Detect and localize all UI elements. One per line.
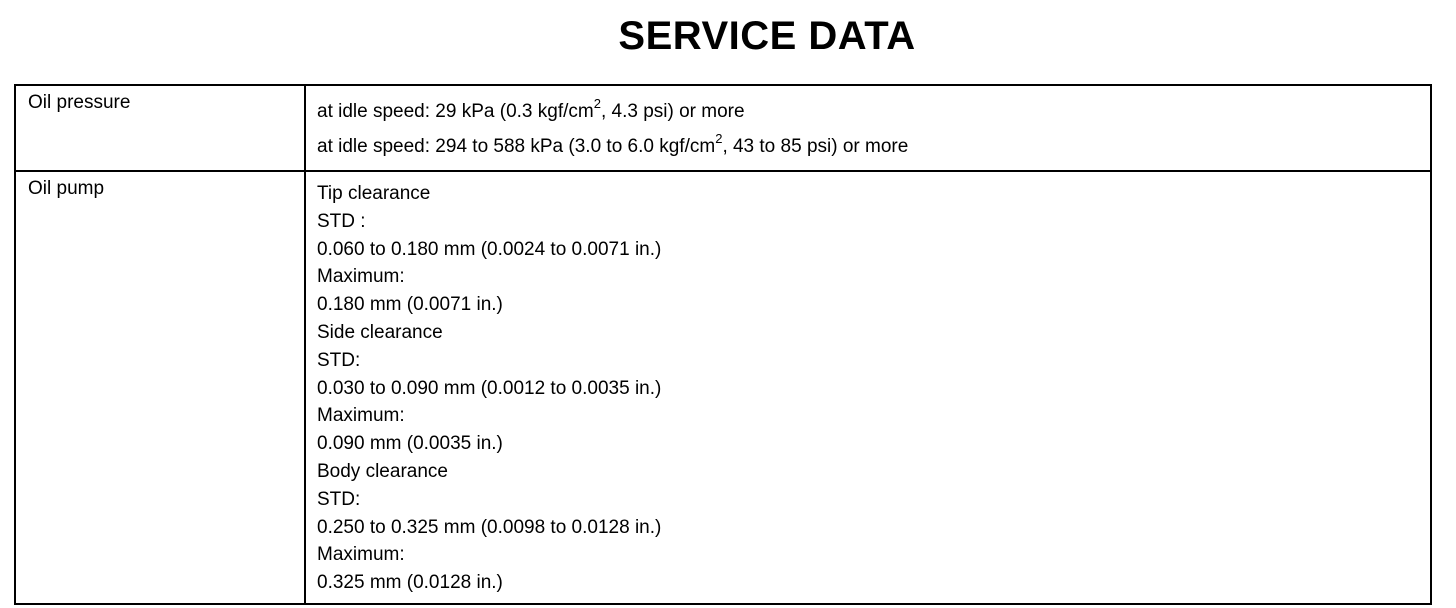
item-cell-oil-pressure: Oil pressure [15,85,305,171]
oil-pump-line: STD : [317,210,366,232]
value-cell-oil-pressure [305,85,1431,171]
oil-pump-line: Maximum: [317,544,405,566]
oil-pump-line: 0.180 mm (0.0071 in.) [317,294,503,316]
page-title: SERVICE DATA [618,14,916,58]
oil-pressure-line-2: at idle speed: 294 to 588 kPa (3.0 to 6.0 kgf/$cm^2$, 43 to 85 psi) or more [317,131,909,157]
value-cell-oil-pump [305,171,1431,604]
oil-pump-line: Side clearance [317,321,443,343]
oil-pump-line: 0.030 to 0.090 mm (0.0012 to 0.0035 in.) [317,377,662,399]
oil-pump-line: 0.060 to 0.180 mm (0.0024 to 0.0071 in.) [317,238,662,260]
item-cell-oil-pump: Oil pump [15,171,305,604]
table-row-oil-pump [15,171,1431,604]
oil-pump-line: STD: [317,488,361,510]
oil-pump-line: Maximum: [317,405,405,427]
oil-pump-line: Maximum: [317,266,405,288]
oil-pump-line: 0.325 mm (0.0128 in.) [317,572,503,594]
oil-pump-line: Body clearance [317,460,448,482]
oil-pump-line: 0.250 to 0.325 mm (0.0098 to 0.0128 in.) [317,516,662,538]
oil-pressure-line-1: at idle speed: 29 kPa (0.3 kgf/$cm^2$, 4.3 psi) or more [317,96,745,122]
oil-pump-line: 0.090 mm (0.0035 in.) [317,433,503,455]
oil-pump-line: Tip clearance [317,183,431,204]
oil-pump-line: STD: [317,349,361,371]
table-row-oil-pressure [15,85,1431,171]
service-data-table [14,84,1432,605]
